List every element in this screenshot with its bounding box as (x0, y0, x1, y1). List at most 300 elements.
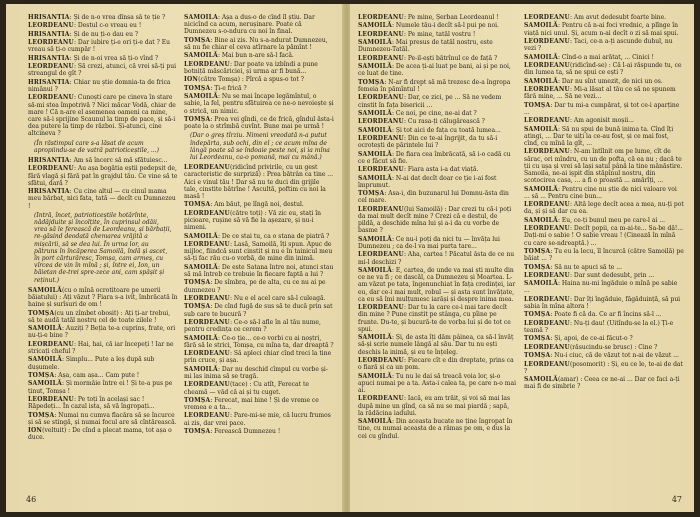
dialogue-line (184, 116, 334, 130)
speaker-name: SAMOILĂ (28, 325, 62, 333)
speaker-name: SAMOILĂ (524, 22, 558, 30)
dialogue-text: : Cînd-o a mai arătat, ... Cinici ! (557, 53, 654, 61)
dialogue-text: : Și de nu ți-o dau eu ? (69, 30, 139, 38)
dialogue-text: : Decît popii, ca m-ai-te... Sa-be dă!... Dați-mi o sabie ! O sabie vreau ! (Cinează în mînă cu care se-ndreaptă.) ... (524, 225, 684, 247)
speaker-name: LEORDEANU (358, 30, 404, 38)
dialogue-text: : Dar poate va izbîndi a pune botniță măscăriciei, și urma ar fi bună... (184, 60, 318, 75)
speaker-name: TOMȘA (358, 190, 385, 198)
dialogue-line (358, 63, 516, 77)
speaker-name: SAMOILĂ (184, 14, 218, 21)
dialogue-text: : Fiara asta i-a dat viață. (403, 166, 479, 174)
dialogue-line (184, 37, 334, 51)
dialogue-line (28, 165, 178, 187)
left-page-column-1 (28, 14, 178, 510)
speaker-name: HRISANTIA (28, 188, 70, 196)
dialogue-text: : Au așa bogătia eștii pedepsit de, fără vlagă și fără pat în grajdul tău. Ce vine să te sfătui, dară ? (28, 165, 178, 187)
speaker-name: LEORDEANU (28, 39, 74, 47)
dialogue-text: : Simplu... Pute a leș după sub dușumele. (28, 356, 155, 371)
speaker-name: HRISANTIA (28, 30, 70, 38)
dialogue-text: : Bine ai zis. Nu s-a-ndurat Dumnezeu, să nu fie chiar el ceva atîrnare la pămînt ! (184, 36, 328, 51)
dialogue-text: : Ce-o ție... ce-o vorbi cu ai noștri, fără să le strici, Tomșa, cu mîna ta, dar dreaptă ? (184, 334, 334, 349)
dialogue-text: (lui Samoilă) : Dar crezi tu că-i poți da mai mult decît mine ? Crezi că e destul, de pildă, a deschide mîna lui și a-i da cu vorbe de basme ? (358, 205, 512, 235)
dialogue-text: : Așa, cam așa... Cam pute ! (54, 371, 140, 379)
dialogue-line (184, 264, 334, 278)
dialogue-line (524, 217, 684, 224)
dialogue-line (28, 325, 178, 339)
stage-direction: (Intră, încet, patrioticeștile hotărînte, nădăjduite și încolțite, în cuprinsul odăii, vrea să le ferească de Leordeanu, și bărbații, re-găsind deodată chemarea vrăjită a mișcării, să se dea lui. În urma lor, au pătruns în încăperea Samoilă, îndă și ascet, în port cărturăresc, Tomșa, cam armeș, cu vîrcea de vin în mînă ; și, între ei, Ion, un băietan de-trei spre-zece ani, cam spășit și reținut.) (34, 211, 172, 284)
dialogue-line (184, 210, 334, 232)
speaker-name: LEORDEANU (524, 319, 570, 327)
speaker-name: TOMȘA (184, 428, 211, 436)
speaker-name: LEORDEANU (358, 94, 404, 102)
speaker-name: LEORDEANU (524, 271, 570, 279)
dialogue-line (184, 295, 334, 302)
dialogue-line (184, 381, 334, 395)
speaker-name: LEORDEANU (358, 166, 404, 174)
dialogue-text: : Și de n-oi vrea să ți-o vînd ? (69, 54, 159, 62)
dialogue-line (524, 248, 684, 262)
dialogue-text: : De fiara cea îmbrăcată, să i-o cadă cu ce e făcut să fie. (358, 150, 511, 165)
speaker-name: SAMOILĂ (184, 93, 218, 101)
dialogue-text: (răsucindu-se brusc) : Cine ? (569, 343, 658, 351)
page-number: 46 (26, 495, 37, 504)
dialogue-text: : Asa-i, din buzunarul lui Domnu-ăsta din cel mare. (358, 190, 509, 205)
dialogue-text: : Auziți ? Beția te-a cuprins, frate, ori nu-ți-e bine ? (28, 325, 176, 340)
dialogue-text: (amar) : Ceea ce ne-ai ... Dar ce faci a-ți mai fi de simbrie ? (524, 376, 680, 391)
dialogue-line (358, 135, 516, 149)
speaker-name: LEORDEANU (358, 304, 404, 312)
speaker-name: LEORDEANU (358, 395, 404, 403)
dialogue-line (524, 335, 684, 342)
dialogue-line (184, 397, 334, 411)
dialogue-line (358, 94, 516, 108)
dialogue-text: : Aha, cartea ! Păcatul ăsta de ce nu mi-l deschizi ? (358, 251, 515, 266)
dialogue-line (28, 372, 178, 379)
dialogue-text: : E, cartea, de unde va mai ști multe din ce ne va fi ; ce dascăl, ca Dumnezeu și Moartea. L-am văzut pe tata, îngenunchiat în fața credinței, iar eu, dar ce-i mai mult, robul — și asta sunt învățate, ca eu să îmi mulțumesc iarăși și despre inima mea. (358, 267, 516, 303)
stage-direction: (Dar o greș tîrziu. Nimeni vreodată n-a putut îndepărta, sub ochi, din el ; ce acum mîna de lângă poate să se îndoaie peste noi, și ia mîna lui Leordeanu, ca-o pomană, mai cu mână.) (190, 132, 330, 161)
speaker-name: SAMOILĂ (358, 418, 392, 426)
dialogue-line (28, 427, 178, 441)
dialogue-text: : Am agonisit moșii... (569, 117, 634, 125)
speaker-name: SAMOILĂ (524, 125, 558, 133)
speaker-name: SAMOILĂ (184, 52, 218, 60)
dialogue-line (524, 186, 684, 200)
speaker-name: LEORDEANU (524, 225, 570, 233)
speaker-name: LEORDEANU (358, 357, 404, 365)
dialogue-text: : Și, apoi, de ce-ai făcut-o ? (550, 335, 633, 343)
speaker-name: LEORDEANU (358, 118, 404, 126)
dialogue-text: : N-ai dat decît doar ce ție i-ai fost împrumut. (358, 174, 497, 189)
speaker-name: LEORDEANU (524, 85, 570, 93)
speaker-name: SAMOILĂ (358, 267, 392, 275)
dialogue-text: : Pe mine, tatăl vostru ! (403, 30, 476, 38)
dialogue-line (524, 86, 684, 100)
dialogue-text: : Numele tău-i decît să-l pui pe noi. (391, 22, 499, 30)
speaker-name: LEORDEANU (358, 54, 404, 62)
dialogue-text: : Pe mine, Șerban Leordeanul ! (403, 14, 499, 21)
dialogue-text: : Nu-i ciuc, că de văzut tot n-ai de văzut ... (550, 352, 679, 360)
dialogue-text: : Hai, hai, că iar începeți ! Iar ne stricați cheful ? (28, 340, 174, 355)
speaker-name: LEORDEANU (524, 360, 570, 368)
speaker-name: SAMOILĂ (358, 109, 392, 117)
dialogue-line (524, 272, 684, 279)
dialogue-line (524, 148, 684, 184)
dialogue-line (524, 352, 684, 359)
dialogue-line (524, 361, 684, 375)
speaker-name: SAMOILĂ (358, 150, 392, 158)
speaker-name: LEORDEANU (358, 205, 404, 213)
dialogue-text: : Cu cine altul — cu cinul mama meu bărbat, nici fata, tată — decît cu Dumnezeu ! (28, 188, 176, 210)
speaker-name: SAMOILĂ (358, 22, 392, 30)
dialogue-text: : Nu e el acel care să-l culeagă. (229, 294, 326, 302)
dialogue-text: : Pe-il-ești bătrînul ce de față ? (403, 54, 498, 62)
speaker-name: TOMȘA (184, 36, 211, 44)
speaker-name: TOMȘA (524, 335, 551, 343)
dialogue-text: (cu o mînă ocrotitoare pe umerii băiatului) : Ați văzut ? Fiara s-a ivit, îmbrăcată în haine și surîsuri de om ! (28, 286, 178, 309)
dialogue-line (184, 303, 334, 317)
dialogue-line (184, 93, 334, 115)
dialogue-text: : Iacă, eu am trăit, și voi să mai las după mine un gînd, ca să nu se mai piardă ; sapă, la rădăcina iadului. (358, 395, 511, 417)
speaker-name: SAMOILĂ (524, 53, 558, 61)
speaker-name: LEORDEANU (28, 63, 74, 71)
dialogue-text: : Am băut, pe lîngă noi, destul. (210, 201, 304, 209)
dialogue-text: : De este Satana între noi, atunci stau să mă întreb ce trebuie în fiecare faptă a lui ? (184, 263, 334, 278)
right-page-column-2 (524, 14, 684, 510)
speaker-name: SAMOILĂ (184, 365, 218, 373)
speaker-name: LEORDEANU (358, 14, 404, 21)
dialogue-line (524, 14, 684, 21)
dialogue-line (358, 373, 516, 395)
dialogue-line (28, 22, 178, 29)
dialogue-text: : Mi-a lăsat al tău ce să ne spunem fără mine, ... Să ne vezi... (524, 85, 676, 101)
dialogue-line (358, 251, 516, 265)
dialogue-text: : De sîmbra, pe de alta, cu ce nu ai pe dumnezeu ? (184, 279, 326, 294)
dialogue-line (358, 418, 516, 440)
dialogue-line (358, 110, 516, 117)
dialogue-text: : Ce nu-i poți da nici tu — învăța lui Dumnezeu ; ca de-l va mai purta tare... (358, 235, 500, 251)
speaker-name: TOMȘA (184, 279, 211, 287)
dialogue-text: (ridicînd-se) : Că l-ai răspunde tu, ce din lumea ta, să ne spui ce ești ? (524, 61, 682, 77)
dialogue-line (358, 166, 516, 173)
dialogue-text: (posomorit) : Și, eu ce le, te-ai de dat ? (524, 360, 683, 375)
speaker-name: LEORDEANU (184, 412, 230, 420)
dialogue-line (524, 117, 684, 124)
dialogue-text: : Și, de asta îți dăm pâinea, ca să-l învăț să-și scrie numele lângă al său. Dar tu nu ești deschis la inimă, și eu te înțeleg. (358, 334, 514, 356)
dialogue-line (358, 190, 516, 204)
dialogue-text: (către Tomșa) : Pîrcă a spus-o tot ? (198, 76, 304, 84)
speaker-name: SAMOILĂ (524, 185, 558, 193)
speaker-name: TOMȘA (524, 311, 551, 319)
dialogue-text: : Și tot aici de fața cu toată lumea... (391, 126, 501, 134)
dialogue-line (184, 241, 334, 263)
dialogue-line (28, 341, 178, 355)
speaker-name: TOMȘA (524, 101, 551, 109)
dialogue-text: (veltuit) : De cînd a plecat mama, tot așa o duce. (28, 427, 172, 442)
page-number: 47 (671, 495, 682, 504)
dialogue-line (524, 38, 684, 52)
dialogue-text: : Și mormăie între ei ! Și te-a pus pe ținut, Tomșa ! (28, 380, 173, 395)
speaker-name: LEORDEANU (184, 294, 230, 302)
dialogue-text: (tace) : Cu atît, Ferecat te cheamă — văd că ai și tu cuget. (184, 381, 309, 396)
dialogue-text: : Dar nu sînt umezit, de nici un os. (557, 77, 663, 85)
dialogue-text: : Pentru cine nu știe de nici valoare voi ... să ... Pentru cine bun... (524, 185, 677, 200)
dialogue-line (28, 396, 178, 410)
dialogue-line (28, 94, 178, 137)
dialogue-line (358, 127, 516, 134)
dialogue-line (184, 319, 334, 333)
speaker-name: LEORDEANU (184, 209, 230, 217)
dialogue-text: : Pentru că n-ai foci vrednic, a plînge în viață nici unul. Și, acum n-ai decît o zi să mai spui. (524, 22, 679, 37)
dialogue-line (524, 280, 684, 294)
dialogue-text: : Dar nu deschid cîmpul cu vorbe și-mi las inima să se tragă. (184, 365, 328, 380)
dialogue-text: : Destul c-o vreau eu ! (73, 22, 142, 30)
dialogue-text: : Tu eu la lecu, îl încurcă (către Samoilă) pe băiat ... ? (524, 247, 684, 263)
dialogue-text: : Altă lege decît acea a mea, nu-ți pot da, și și să dar cu ea. (524, 201, 684, 216)
speaker-name: TOMȘA (28, 411, 55, 419)
dialogue-text: : Cunoști care pe cineva în stare să-mi stea împotrivă ? Nici măcar Vodă, chiar de mare ! Că n-are el asemenea oameni ca mine, care să-i sprijine Scaunul la timp de pace, și să-i dea putere la timp de război. Și-atunci, cine altcineva ? (28, 94, 176, 138)
dialogue-line (28, 39, 178, 53)
speaker-name: SAMOILĂ (524, 376, 558, 384)
speaker-name: LEORDEANU (184, 350, 230, 358)
dialogue-text: : Eu, ce-ți bunul meu pe care-l ai ... (557, 216, 666, 224)
dialogue-text: : Ferecat, mai bine ! Și de vreme ce vremea e a ta... (184, 396, 319, 412)
speaker-name: HRISANTIA (28, 14, 70, 21)
dialogue-line (184, 412, 334, 426)
dialogue-line (184, 279, 334, 293)
dialogue-text: : Prea vei gîndi, ce de frică, gîndul ăsta-i poate la o strîmbă cuvînt. Bune mai pe urmă ! (184, 115, 334, 131)
speaker-name: TOMȘA (28, 371, 55, 379)
dialogue-line (524, 62, 684, 76)
speaker-name: LEORDEANU (524, 14, 570, 21)
dialogue-line (358, 22, 516, 29)
dialogue-text: : Dar iubire ți-e ori ți-e dat ? Eu vreau să ți-o cumpăr ! (28, 39, 170, 54)
dialogue-text: : Fiecare cît e din dreptate, prins ca o fiară și ca un pom. (358, 357, 514, 372)
dialogue-text: : Lasă, Samoilă, îți spun. Apuc de mijloc, fiindcă sunt cinstit și nu e în tainicul meu să-ți fac rău cu-o vorbă, de mine din inimă. (184, 240, 333, 263)
speaker-name: LEORDEANU (28, 94, 74, 102)
dialogue-text: : Poate fi că da. Ce ar fi încins să-l ... (550, 311, 662, 319)
dialogue-text: : Să crezi, atunci, că vrei să-ți pui streangul de gît ? (28, 63, 177, 78)
dialogue-line (28, 14, 178, 21)
dialogue-text: : Din ce te-ai îngrijit, da tu să-i ocrotești de părintele lui ? (358, 135, 498, 150)
dialogue-line (524, 78, 684, 85)
dialogue-line (358, 304, 516, 333)
dialogue-line (524, 225, 684, 247)
dialogue-line (28, 380, 178, 394)
speaker-name: TOMȘA (184, 201, 211, 209)
dialogue-line (524, 22, 684, 36)
dialogue-text: : Dar, ce zici, pe ... Să ne vedem cinstit în fața bisericii ... (358, 94, 502, 109)
dialogue-line (28, 55, 178, 62)
dialogue-line (28, 79, 178, 93)
dialogue-line (358, 175, 516, 189)
dialogue-line (524, 344, 684, 351)
speaker-name: LEORDEANU (184, 164, 230, 172)
dialogue-text: : Dar sunt dedesubt, prin ... (569, 271, 655, 279)
speaker-name: TOMȘA (184, 84, 211, 92)
dialogue-line (28, 310, 178, 324)
left-page-column-2 (184, 14, 334, 510)
dialogue-text: : De cînd fugă de sus să te ducă prin sat sub care te bucură ? (184, 303, 333, 318)
speaker-name: HRISANTIA (28, 156, 70, 164)
dialogue-text: : Ce noi, pe cine, ne-ai dat ? (391, 109, 477, 117)
dialogue-line (184, 164, 334, 200)
dialogue-text: (ridicînd privirile, cu un gest caracteristic de surpriză) : Prea bătrân ca tine ... Aici e vinul tău ! Dar să nu te duci din grijile tale, cinstite bătrîne ! Ascultă, poftim cu noi la masă ! (184, 164, 334, 200)
dialogue-line (28, 31, 178, 38)
dialogue-line (524, 376, 684, 390)
speaker-name: SAMOILĂ (358, 126, 392, 134)
speaker-name: SAMOILĂ (524, 216, 558, 224)
dialogue-text: : Dar îți îngăduie, făgăduință, să pui sabia în mîna altora ! (524, 295, 681, 311)
speaker-name: LEORDEANU (358, 251, 404, 259)
dialogue-text: : Am avut dedesubt foarte bine. (569, 14, 667, 21)
stage-direction: (În răstimpul care s-a lăsat de acum apropiindu-se de vatră patrioticeștile, ...) (34, 139, 159, 154)
speaker-name: TOMȘA (524, 352, 551, 360)
dialogue-line (184, 366, 334, 380)
speaker-name: TOMȘA (184, 396, 211, 404)
dialogue-text: : Ce-o să-l afle în al tău nume, pentru credința ce cerem ? (184, 318, 321, 334)
speaker-name: LEORDEANU (524, 295, 570, 303)
dialogue-text: : Pe toți în același sac ! Răpedeți... În cazul ista, să vă îngropați... (28, 395, 155, 411)
dialogue-text: : Tu nu le dai să treacă voia lor, și-o apuci numai pe a ta. Asta-i calea ta, pe care n-o mai ai. (358, 372, 516, 395)
dialogue-text: : Ți-e frică ? (210, 84, 247, 92)
speaker-name: LEORDEANU (358, 135, 404, 143)
speaker-name: SAMOILĂ (28, 356, 62, 364)
dialogue-line (184, 428, 334, 435)
dialogue-line (358, 31, 516, 38)
dialogue-line (524, 54, 684, 61)
speaker-name: SAMOILĂ (358, 39, 392, 47)
dialogue-line (184, 85, 334, 92)
speaker-name: LEORDEANU (184, 60, 230, 68)
speaker-name: LEORDEANU (524, 201, 570, 209)
speaker-name: SAMOILĂ (184, 263, 218, 271)
dialogue-line (28, 287, 178, 309)
speaker-name: TOMȘA (184, 115, 211, 123)
dialogue-line (184, 350, 334, 364)
dialogue-line (358, 206, 516, 235)
speaker-name: SAMOILĂ (524, 280, 558, 288)
dialogue-text: : Cu rasa-ți călugărească ? (403, 118, 485, 126)
speaker-name: HRISANTIA (28, 78, 70, 86)
dialogue-line (28, 412, 178, 426)
dialogue-line (358, 395, 516, 417)
dialogue-line (524, 320, 684, 334)
dialogue-text: : Nu se mai încape legămîntul, o sabie, la fel, pentru sfătuirea ce ne-o nevoiește și o strică, un nimic. (184, 93, 334, 115)
book-spread (6, 4, 694, 512)
speaker-name: SAMOILĂ (358, 372, 392, 380)
speaker-name: LEORDEANU (28, 22, 74, 30)
dialogue-text: : Ferească Dumnezeu ! (210, 428, 281, 436)
speaker-name: SAMOILĂ (358, 235, 392, 243)
speaker-name: SAMOILĂ (358, 174, 392, 182)
dialogue-text: : Să nu te apuci să te ... (550, 263, 622, 271)
dialogue-text: : Am să încerc să mă sfătuiesc... (69, 156, 168, 164)
dialogue-line (184, 335, 334, 349)
speaker-name: LEORDEANU (524, 343, 570, 351)
dialogue-line (358, 39, 516, 53)
speaker-name: SAMOILĂ (184, 232, 218, 240)
dialogue-text: : N-ar fi drept să mă trezesc de-a îngropa femeia în pămîntul ! (358, 78, 511, 93)
speaker-name: SAMOILĂ (184, 334, 218, 342)
dialogue-line (184, 201, 334, 208)
dialogue-text: : Chiar nu știe domnia-ta de frica nimănui ? (28, 78, 171, 93)
dialogue-text: (către toți) : Vă zic eu, stați în picioare, rușine să vă fie la așezare, și nu-i nimeni. (184, 209, 321, 232)
dialogue-text: : Să apleci chiar cînd treci la tine prin cruce, și așa. (184, 350, 332, 365)
dialogue-line (524, 102, 684, 116)
dialogue-line (358, 267, 516, 303)
dialogue-line (28, 63, 178, 77)
dialogue-text: : Așa a dus-o de cînd îl știu. Dar nicicînd ca acum, nerușinare. Poate că Dumnezeu s-o-ndura cu noi în final. (184, 14, 315, 36)
speaker-name: SAMOILĂ (358, 334, 392, 342)
dialogue-line (184, 76, 334, 83)
dialogue-text: (cu un zîmbet obosit) : Ați ți-ar trebui, să te audă tatăl nostru cel de toate zilele ! (28, 309, 171, 324)
speaker-name: SAMOILĂ (358, 63, 392, 71)
speaker-name: LEORDEANU (524, 61, 570, 69)
speaker-name: TOMȘA (524, 263, 551, 271)
speaker-name: HRISANTIA (28, 54, 70, 62)
dialogue-text: : Pare-mi-se mie, că lucru frumos ai zis, dar vrei pace. (184, 412, 331, 427)
dialogue-line (524, 296, 684, 310)
speaker-name: LEORDEANU (28, 165, 74, 173)
dialogue-line (358, 55, 516, 62)
speaker-name: TOMȘA (184, 303, 211, 311)
dialogue-line (28, 188, 178, 210)
dialogue-line (358, 118, 516, 125)
dialogue-text: : Din aceasta bucate ne ține îngropat în tine, cu numai aceasta de a rămas pe om, e dus la cei cu gîndul. (358, 418, 513, 440)
speaker-name: LEORDEANU (184, 381, 230, 389)
dialogue-text: : Haina nu-mi îngăduie o mînă pe sabie ... (524, 280, 678, 295)
speaker-name: TOMȘA (358, 78, 385, 86)
dialogue-line (358, 236, 516, 250)
dialogue-text: : Mai presus de tatăl nostru, este Dumnezeu-Tatăl. (358, 39, 493, 54)
speaker-name: TOMȘA (524, 247, 551, 255)
dialogue-line (524, 126, 684, 148)
dialogue-line (358, 79, 516, 93)
dialogue-line (358, 151, 516, 165)
speaker-name: TOMȘA (28, 309, 55, 317)
dialogue-line (184, 233, 334, 240)
dialogue-text: : De acea ți-ai luat pe bani, ai și pe noi, ce luat de tine. (358, 63, 511, 78)
speaker-name: SAMOILĂ (28, 286, 62, 294)
dialogue-line (28, 356, 178, 370)
dialogue-text: : N-am întîlnit om pe lume, cît de sărac, ori mîndru, cu un de pofta, că ea nu ; dacă te ții cu ușa și vrei să lași satul până la tine mănăstire. Samoila, ne-ai ișpit din stăpînul nostru, din scotocirea casa, ... a fi o proastă ... amărîți, ... (524, 148, 683, 185)
right-page-column-1 (358, 14, 516, 510)
speaker-name: ION (28, 427, 43, 435)
speaker-name: LEORDEANU (184, 240, 230, 248)
dialogue-text: : Nu-ți dau! (Uitîndu-se la el.) Ți-e teamă ? (524, 319, 674, 335)
dialogue-text: : Numai nu cumva flacăra să se încurce și să se stingă, și numai focul are să cîntărească. (28, 411, 177, 426)
dialogue-text: : De ce stai tu, ca o stana de piatră ? (217, 232, 330, 240)
left-page (6, 4, 344, 512)
speaker-name: LEORDEANU (524, 37, 570, 45)
dialogue-line (184, 14, 334, 36)
speaker-name: LEORDEANU (524, 117, 570, 125)
dialogue-line (358, 357, 516, 371)
dialogue-line (184, 52, 334, 59)
dialogue-line (358, 14, 516, 21)
dialogue-line (524, 311, 684, 318)
speaker-name: LEORDEANU (28, 395, 74, 403)
dialogue-text: : Să nu spui de bună inima ta. Cînd îți atingi, ... Dar te uiți la ce-au fost, și ce mai fost, cînd, cu mînă la gît, ... (524, 125, 674, 147)
speaker-name: ION (184, 76, 199, 84)
dialogue-text: : Dar tu la care ce-i mai tare decît din mine ? Pune cinstit pe stânga, cu pîine pe frunte. Du-te, și bucură-te de vorba lui și de tot ce spui. (358, 304, 511, 333)
dialogue-line (184, 61, 334, 75)
dialogue-text: : Și de n-o vrea dînsa să te ție ? (69, 14, 166, 21)
dialogue-line (524, 264, 684, 271)
dialogue-text: : Dar tu mi-a cumpărat, și tot ce-i aparține ... (524, 101, 680, 116)
right-page (350, 4, 694, 512)
speaker-name: SAMOILĂ (28, 380, 62, 388)
